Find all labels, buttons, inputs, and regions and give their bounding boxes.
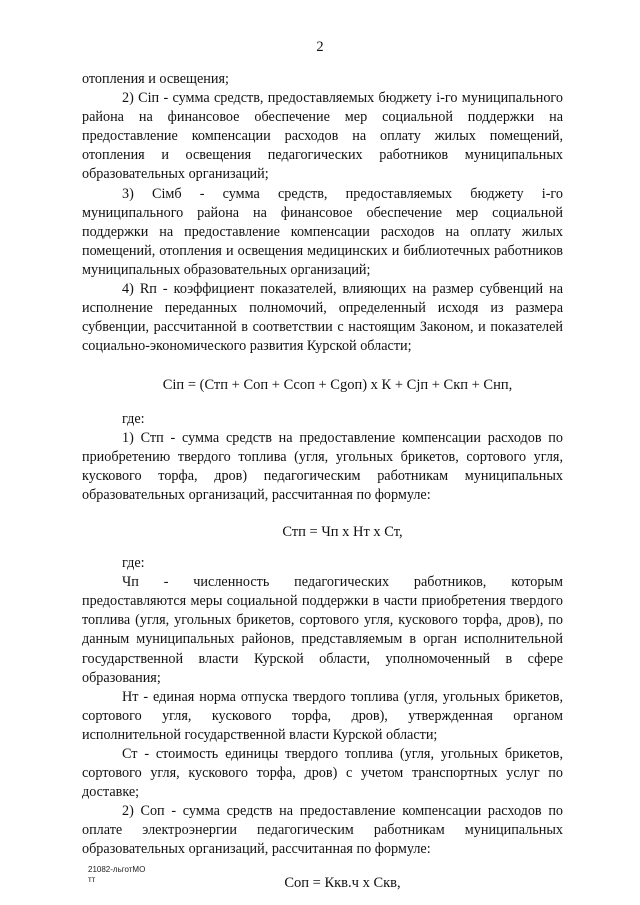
paragraph-st-definition: Ст - стоимость единицы твердого топлива (угля, угольных брикетов, сортового угля, кускового торфа, дров) с учетом транспортных услуг по доставке; — [82, 746, 563, 801]
formula-ctp: Стп = Чп х Нт х Ст, — [282, 523, 403, 540]
paragraph-item-2-cip: 2) Сiп - сумма средств, предоставляемых бюджету i-го муниципального района на финансовое обеспечение мер социальной поддержки на предоставление компенсации расходов на оплату жилых помещений, отопления и освещения педагогических работников муниципальных образовательных организаций; — [82, 90, 563, 183]
paragraph-item-4-rp: 4) Rп - коэффициент показателей, влияющих на размер субвенций на исполнение переданных полномочий, определенный исходя из размера субвенции, рассчитанной в соответствии с настоящим Законом, и показателей социально-экономического развития Курской области; — [82, 281, 563, 355]
formula-cip: Сiп = (Стп + Соп + Ссоп + Сgоп) х К + Сjп + Скп + Снп, — [162, 377, 513, 394]
footer-code: 21082-льготМО — [88, 865, 146, 874]
paragraph-item-3-cimb: 3) Сiмб - сумма средств, предоставляемых бюджету i-го муниципального района на финансовое обеспечение мер социальной поддержки на предоставление компенсации расходов на оплату жилых помещений, отопления и освещения медицинских и библиотечных работников муниципальных образовательных организаций; — [82, 185, 563, 278]
where-label: где: — [122, 410, 145, 427]
page-number: 2 — [316, 39, 324, 55]
document-footer — [88, 865, 145, 885]
document-body — [82, 70, 563, 893]
paragraph-continuation: отопления и освещения; — [82, 71, 229, 87]
footer-initials: тт — [88, 875, 96, 884]
paragraph-nt-definition: Нт - единая норма отпуска твердого топлива (угля, угольных брикетов, сортового угля, кускового торфа, дров), утвержденная органом исполнительной государственной власти Курской области; — [82, 688, 563, 743]
paragraph-chp-definition: Чп - численность педагогических работников, которым предоставляются меры социальной поддержки в части приобретения твердого топлива (угля, угольных брикетов, сортового угля, кускового торфа, дров), по данным муниципальных районов, представляемым в орган исполнительной государственной власти Курской области, уполномоченный в сфере образования; — [82, 574, 563, 686]
paragraph-item-2-cop: 2) Соп - сумма средств на предоставление компенсации расходов по оплате электроэнергии педагогическим работникам муниципальных образовательных организаций, рассчитанная по формуле: — [82, 803, 563, 858]
where-label: где: — [122, 555, 145, 572]
formula-cop: Соп = Ккв.ч х Скв, — [284, 874, 401, 891]
paragraph-item-1-ctp: 1) Стп - сумма средств на предоставление компенсации расходов по приобретению твердого топлива (угля, угольных брикетов, сортового угля, кускового торфа, дров) педагогическим работникам муниципальных образовательных организаций, рассчитанная по формуле: — [82, 429, 563, 503]
